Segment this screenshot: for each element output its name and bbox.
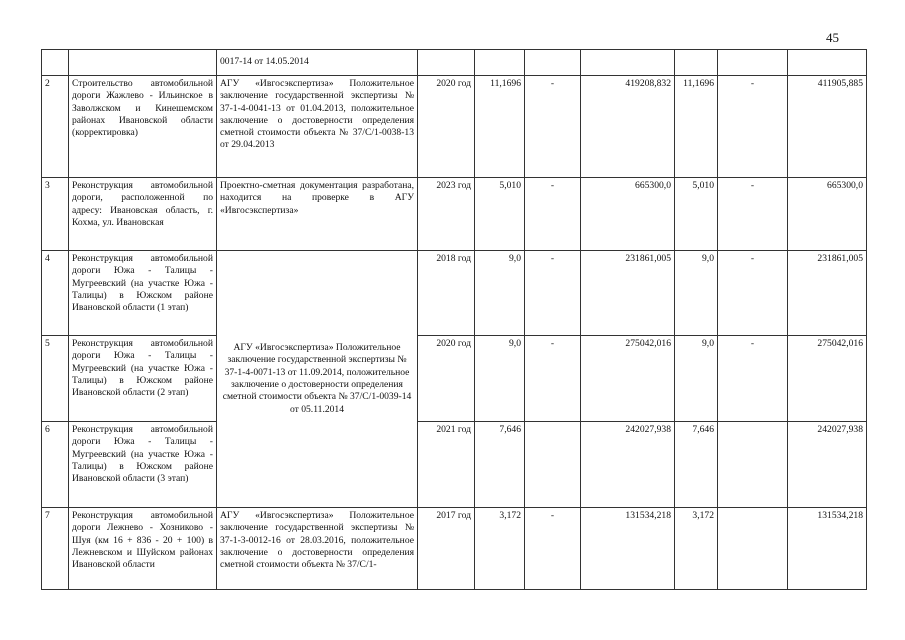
cell-name — [69, 50, 217, 76]
cell-length: 7,646 — [475, 422, 525, 508]
cell-year: 2020 год — [418, 76, 475, 178]
cell-cost-2: 242027,938 — [788, 422, 867, 508]
table-row — [42, 76, 867, 178]
cell-year — [418, 50, 475, 76]
cell-cost-2: 231861,005 — [788, 251, 867, 336]
cell-num — [42, 50, 69, 76]
cell-num: 7 — [42, 508, 69, 590]
cell-doc-merged: АГУ «Ивгосэкспертиза» Положительное заключение государственной экспертизы № 37-1-4-0071-13 от 11.09.2014, положительное заключение о достоверности определения сметной стоимости объекта № 37/С/1-0039-14 от 05.11.2014 — [217, 251, 418, 508]
cell-length-2: 9,0 — [675, 336, 718, 422]
cell-year: 2020 год — [418, 336, 475, 422]
table-row-continuation — [42, 50, 867, 76]
cell-dash-2 — [718, 508, 788, 590]
cell-cost-2: 411905,885 — [788, 76, 867, 178]
cell-dash: - — [525, 508, 581, 590]
cell-dash: - — [525, 251, 581, 336]
cell-length: 5,010 — [475, 178, 525, 251]
cell-dash-2: - — [718, 251, 788, 336]
cell-name: Строительство автомобильной дороги Жажлево - Ильинское в Заволжском и Кинешемском районах Ивановской области (корректировка) — [69, 76, 217, 178]
cell-dash-2: - — [718, 336, 788, 422]
cell-name: Реконструкция автомобильной дороги Южа - Талицы - Мугреевский (на участке Южа - Талицы) в Южском районе Ивановской области (3 этап) — [69, 422, 217, 508]
cell-year: 2021 год — [418, 422, 475, 508]
cell-cost: 131534,218 — [581, 508, 675, 590]
cell-doc: Проектно-сметная документация разработана, находится на проверке в АГУ «Ивгосэкспертиза» — [217, 178, 418, 251]
cell-doc: АГУ «Ивгосэкспертиза» Положительное заключение государственной экспертизы № 37-1-3-0012-16 от 28.03.2016, положительное заключение о достоверности определения сметной стоимости объекта № 37/С/1- — [217, 508, 418, 590]
table-row — [42, 336, 867, 422]
road-projects-table — [41, 49, 867, 590]
cell-year: 2023 год — [418, 178, 475, 251]
cell-name: Реконструкция автомобильной дороги Южа - Талицы - Мугреевский (на участке Южа - Талицы) в Южском районе Ивановской области (2 этап) — [69, 336, 217, 422]
cell-length-2 — [675, 50, 718, 76]
cell-dash: - — [525, 178, 581, 251]
table-row — [42, 178, 867, 251]
cell-cost-2: 665300,0 — [788, 178, 867, 251]
cell-dash: - — [525, 336, 581, 422]
cell-length: 3,172 — [475, 508, 525, 590]
cell-length-2: 11,1696 — [675, 76, 718, 178]
cell-dash-2 — [718, 422, 788, 508]
cell-doc: 0017-14 от 14.05.2014 — [217, 50, 418, 76]
cell-length: 9,0 — [475, 251, 525, 336]
cell-num: 6 — [42, 422, 69, 508]
cell-length: 11,1696 — [475, 76, 525, 178]
cell-year: 2018 год — [418, 251, 475, 336]
cell-num: 5 — [42, 336, 69, 422]
cell-dash: - — [525, 76, 581, 178]
cell-cost: 419208,832 — [581, 76, 675, 178]
cell-length-2: 5,010 — [675, 178, 718, 251]
cell-name: Реконструкция автомобильной дороги, расположенной по адресу: Ивановская область, г. Кохма, ул. Ивановская — [69, 178, 217, 251]
cell-name: Реконструкция автомобильной дороги Лежнево - Хозниково - Шуя (км 16 + 836 - 20 + 100) в Лежневском и Шуйском районах Ивановской области — [69, 508, 217, 590]
table-row — [42, 508, 867, 590]
cell-num: 2 — [42, 76, 69, 178]
cell-length-2: 7,646 — [675, 422, 718, 508]
cell-cost: 275042,016 — [581, 336, 675, 422]
cell-doc: АГУ «Ивгосэкспертиза» Положительное заключение государственной экспертизы № 37-1-4-0041-13 от 01.04.2013, положительное заключение о достоверности определения сметной стоимости объекта № 37/С/1-0038-13 от 29.04.2013 — [217, 76, 418, 178]
table-row — [42, 422, 867, 508]
cell-cost — [581, 50, 675, 76]
page-number: 45 — [826, 30, 839, 45]
cell-cost-2 — [788, 50, 867, 76]
table-row — [42, 251, 867, 336]
cell-num: 4 — [42, 251, 69, 336]
cell-length — [475, 50, 525, 76]
cell-length: 9,0 — [475, 336, 525, 422]
cell-dash-2 — [718, 50, 788, 76]
cell-length-2: 3,172 — [675, 508, 718, 590]
cell-dash — [525, 50, 581, 76]
cell-cost-2: 131534,218 — [788, 508, 867, 590]
cell-cost: 231861,005 — [581, 251, 675, 336]
cell-dash-2: - — [718, 178, 788, 251]
cell-cost-2: 275042,016 — [788, 336, 867, 422]
cell-length-2: 9,0 — [675, 251, 718, 336]
cell-num: 3 — [42, 178, 69, 251]
cell-name: Реконструкция автомобильной дороги Южа - Талицы - Мугреевский (на участке Южа - Талицы) в Южском районе Ивановской области (1 этап) — [69, 251, 217, 336]
cell-cost: 242027,938 — [581, 422, 675, 508]
cell-year: 2017 год — [418, 508, 475, 590]
cell-dash — [525, 422, 581, 508]
cell-cost: 665300,0 — [581, 178, 675, 251]
cell-dash-2: - — [718, 76, 788, 178]
